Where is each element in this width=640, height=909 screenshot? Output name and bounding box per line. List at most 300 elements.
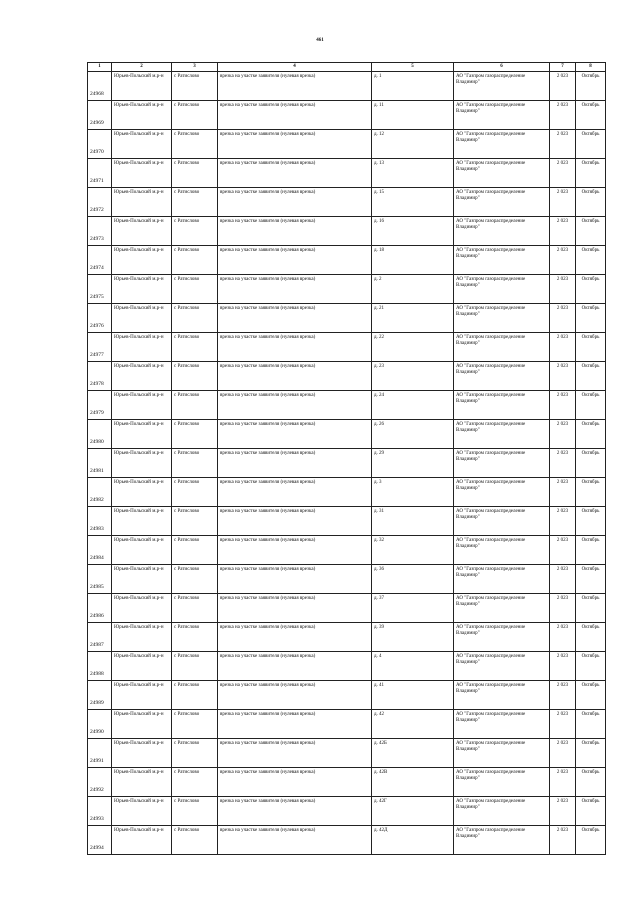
year-cell-text: 2 023: [556, 538, 569, 543]
district-cell-text: Юрьев-Польский м.р-н: [114, 538, 164, 543]
month-cell: [576, 275, 606, 304]
table-row: [88, 72, 606, 101]
settlement-cell-text: с Ратислово: [174, 480, 200, 485]
settlement-cell: [172, 623, 218, 652]
month-cell: [576, 768, 606, 797]
year-cell-text: 2 023: [556, 190, 569, 195]
settlement-cell: [172, 72, 218, 101]
table-row: [88, 681, 606, 710]
year-cell: [550, 333, 576, 362]
address-cell-text: д. 1: [374, 74, 382, 79]
month-cell-text: Октябрь: [581, 741, 600, 746]
settlement-cell-text: с Ратислово: [174, 712, 200, 717]
year-cell: [550, 681, 576, 710]
district-cell-text: Юрьев-Польский м.р-н: [114, 306, 164, 311]
district-cell: [112, 159, 172, 188]
organization-cell: [454, 188, 550, 217]
month-cell: [576, 188, 606, 217]
month-cell: [576, 391, 606, 420]
month-cell-text: Октябрь: [581, 190, 600, 195]
settlement-cell-text: с Ратислово: [174, 683, 200, 688]
work-type-cell-text: врезка на участке заявителя (нулевая врезка): [220, 828, 316, 833]
settlement-cell: [172, 246, 218, 275]
month-cell-text: Октябрь: [581, 480, 600, 485]
work-type-cell-text: врезка на участке заявителя (нулевая врезка): [220, 654, 316, 659]
district-cell: [112, 565, 172, 594]
year-cell: [550, 507, 576, 536]
settlement-cell: [172, 739, 218, 768]
work-type-cell: [218, 681, 372, 710]
address-cell: [372, 188, 454, 217]
year-cell-text: 2 023: [556, 422, 569, 427]
work-type-cell-text: врезка на участке заявителя (нулевая врезка): [220, 799, 316, 804]
organization-cell-text: АО "Газпром газораспределение Владимир": [456, 103, 526, 114]
address-cell-text: д. 21: [374, 306, 385, 311]
settlement-cell-text: с Ратислово: [174, 306, 200, 311]
work-type-cell: [218, 797, 372, 826]
month-cell: [576, 826, 606, 855]
month-cell: [576, 159, 606, 188]
work-type-cell-text: врезка на участке заявителя (нулевая врезка): [220, 509, 316, 514]
district-cell: [112, 246, 172, 275]
organization-cell: [454, 739, 550, 768]
work-type-cell: [218, 130, 372, 159]
month-cell-text: Октябрь: [581, 248, 600, 253]
row-number: [88, 768, 112, 797]
month-cell-text: Октябрь: [581, 132, 600, 137]
table-row: [88, 188, 606, 217]
table-row: [88, 333, 606, 362]
year-cell: [550, 797, 576, 826]
year-cell-text: 2 023: [556, 103, 569, 108]
table-row: [88, 391, 606, 420]
settlement-cell: [172, 159, 218, 188]
organization-cell: [454, 536, 550, 565]
address-cell-text: д. 23: [374, 364, 385, 369]
year-cell-text: 2 023: [556, 480, 569, 485]
year-cell: [550, 275, 576, 304]
address-cell: [372, 507, 454, 536]
organization-cell-text: АО "Газпром газораспределение Владимир": [456, 480, 526, 491]
month-cell-text: Октябрь: [581, 364, 600, 369]
district-cell: [112, 304, 172, 333]
work-type-cell-text: врезка на участке заявителя (нулевая врезка): [220, 596, 316, 601]
district-cell: [112, 652, 172, 681]
organization-cell: [454, 768, 550, 797]
year-cell: [550, 536, 576, 565]
district-cell-text: Юрьев-Польский м.р-н: [114, 509, 164, 514]
address-cell-text: д. 13: [374, 161, 385, 166]
district-cell-text: Юрьев-Польский м.р-н: [114, 219, 164, 224]
row-number-text: 24994: [90, 845, 104, 851]
settlement-cell-text: с Ратислово: [174, 770, 200, 775]
row-number-text: 24985: [90, 584, 104, 590]
district-cell: [112, 72, 172, 101]
work-type-cell-text: врезка на участке заявителя (нулевая врезка): [220, 248, 316, 253]
district-cell: [112, 768, 172, 797]
table-row: [88, 768, 606, 797]
table-row: [88, 217, 606, 246]
address-cell: [372, 246, 454, 275]
address-cell: [372, 420, 454, 449]
district-cell: [112, 275, 172, 304]
year-cell: [550, 478, 576, 507]
year-cell-text: 2 023: [556, 712, 569, 717]
year-cell-text: 2 023: [556, 74, 569, 79]
work-type-cell: [218, 188, 372, 217]
month-cell: [576, 333, 606, 362]
work-type-cell: [218, 565, 372, 594]
address-cell: [372, 275, 454, 304]
settlement-cell-text: с Ратислово: [174, 741, 200, 746]
year-cell: [550, 304, 576, 333]
work-type-cell-text: врезка на участке заявителя (нулевая врезка): [220, 74, 316, 79]
table-row: [88, 246, 606, 275]
work-type-cell: [218, 420, 372, 449]
month-cell: [576, 246, 606, 275]
settlement-cell: [172, 101, 218, 130]
organization-cell: [454, 159, 550, 188]
month-cell: [576, 304, 606, 333]
year-cell: [550, 420, 576, 449]
address-cell: [372, 101, 454, 130]
row-number: [88, 449, 112, 478]
address-cell-text: д. 2: [374, 277, 382, 282]
settlement-cell-text: с Ратислово: [174, 393, 200, 398]
settlement-cell-text: с Ратислово: [174, 654, 200, 659]
address-cell: [372, 217, 454, 246]
year-cell: [550, 652, 576, 681]
year-cell-text: 2 023: [556, 625, 569, 630]
district-cell-text: Юрьев-Польский м.р-н: [114, 712, 164, 717]
district-cell: [112, 217, 172, 246]
organization-cell: [454, 449, 550, 478]
row-number-text: 24981: [90, 468, 104, 474]
organization-cell-text: АО "Газпром газораспределение Владимир": [456, 596, 526, 607]
organization-cell-text: АО "Газпром газораспределение Владимир": [456, 770, 526, 781]
address-cell: [372, 130, 454, 159]
address-cell: [372, 681, 454, 710]
address-cell: [372, 333, 454, 362]
settlement-cell-text: с Ратислово: [174, 451, 200, 456]
year-cell-text: 2 023: [556, 277, 569, 282]
organization-cell: [454, 565, 550, 594]
year-cell-text: 2 023: [556, 451, 569, 456]
row-number-text: 24977: [90, 352, 104, 358]
work-type-cell: [218, 333, 372, 362]
month-cell-text: Октябрь: [581, 277, 600, 282]
month-cell-text: Октябрь: [581, 306, 600, 311]
month-cell: [576, 739, 606, 768]
table-row: [88, 130, 606, 159]
row-number: [88, 652, 112, 681]
settlement-cell: [172, 362, 218, 391]
work-type-cell: [218, 739, 372, 768]
organization-cell-text: АО "Газпром газораспределение Владимир": [456, 422, 526, 433]
month-cell: [576, 449, 606, 478]
address-cell: [372, 826, 454, 855]
month-cell-text: Октябрь: [581, 654, 600, 659]
row-number-text: 24984: [90, 555, 104, 561]
row-number: [88, 623, 112, 652]
month-cell: [576, 710, 606, 739]
address-cell-text: д. 42: [374, 712, 385, 717]
address-cell-text: д. 36: [374, 567, 385, 572]
row-number: [88, 333, 112, 362]
work-type-cell: [218, 507, 372, 536]
address-cell-text: д. 39: [374, 625, 385, 630]
organization-cell: [454, 623, 550, 652]
work-type-cell: [218, 246, 372, 275]
settlement-cell-text: с Ратислово: [174, 248, 200, 253]
settlement-cell-text: с Ратислово: [174, 625, 200, 630]
row-number-text: 24974: [90, 265, 104, 271]
column-header: 8: [576, 63, 606, 72]
settlement-cell: [172, 594, 218, 623]
row-number: [88, 594, 112, 623]
settlement-cell: [172, 188, 218, 217]
district-cell-text: Юрьев-Польский м.р-н: [114, 393, 164, 398]
year-cell-text: 2 023: [556, 799, 569, 804]
district-cell-text: Юрьев-Польский м.р-н: [114, 828, 164, 833]
row-number: [88, 681, 112, 710]
address-cell: [372, 536, 454, 565]
work-type-cell: [218, 623, 372, 652]
settlement-cell: [172, 217, 218, 246]
district-cell: [112, 681, 172, 710]
month-cell-text: Октябрь: [581, 451, 600, 456]
district-cell-text: Юрьев-Польский м.р-н: [114, 277, 164, 282]
row-number: [88, 565, 112, 594]
organization-cell-text: АО "Газпром газораспределение Владимир": [456, 799, 526, 810]
district-cell-text: Юрьев-Польский м.р-н: [114, 683, 164, 688]
settlement-cell-text: с Ратислово: [174, 74, 200, 79]
work-type-cell-text: врезка на участке заявителя (нулевая врезка): [220, 364, 316, 369]
address-cell-text: д. 31: [374, 509, 385, 514]
district-cell: [112, 188, 172, 217]
settlement-cell-text: с Ратислово: [174, 567, 200, 572]
address-cell-text: д. 42Г: [374, 799, 387, 804]
row-number: [88, 507, 112, 536]
organization-cell-text: АО "Газпром газораспределение Владимир": [456, 683, 526, 694]
row-number-text: 24992: [90, 787, 104, 793]
work-type-cell: [218, 536, 372, 565]
settlement-cell: [172, 652, 218, 681]
settlement-cell-text: с Ратислово: [174, 277, 200, 282]
organization-cell: [454, 391, 550, 420]
address-cell: [372, 391, 454, 420]
district-cell: [112, 478, 172, 507]
row-number-text: 24969: [90, 120, 104, 126]
settlement-cell-text: с Ратислово: [174, 509, 200, 514]
row-number: [88, 826, 112, 855]
settlement-cell: [172, 449, 218, 478]
district-cell: [112, 449, 172, 478]
month-cell-text: Октябрь: [581, 625, 600, 630]
row-number-text: 24982: [90, 497, 104, 503]
work-type-cell-text: врезка на участке заявителя (нулевая врезка): [220, 335, 316, 340]
district-cell: [112, 507, 172, 536]
organization-cell-text: АО "Газпром газораспределение Владимир": [456, 828, 526, 839]
month-cell-text: Октябрь: [581, 219, 600, 224]
table-row: [88, 739, 606, 768]
row-number-text: 24978: [90, 381, 104, 387]
address-cell-text: д. 24: [374, 393, 385, 398]
year-cell: [550, 188, 576, 217]
month-cell: [576, 420, 606, 449]
district-cell: [112, 594, 172, 623]
settlement-cell: [172, 275, 218, 304]
column-header: 3: [172, 63, 218, 72]
work-type-cell: [218, 710, 372, 739]
year-cell: [550, 217, 576, 246]
district-cell: [112, 623, 172, 652]
address-cell-text: д. 29: [374, 451, 385, 456]
year-cell: [550, 130, 576, 159]
organization-cell-text: АО "Газпром газораспределение Владимир": [456, 219, 526, 230]
settlement-cell-text: с Ратислово: [174, 132, 200, 137]
district-cell: [112, 797, 172, 826]
row-number-text: 24972: [90, 207, 104, 213]
address-cell-text: д. 37: [374, 596, 385, 601]
month-cell: [576, 565, 606, 594]
year-cell-text: 2 023: [556, 509, 569, 514]
year-cell: [550, 623, 576, 652]
settlement-cell: [172, 681, 218, 710]
settlement-cell-text: с Ратислово: [174, 161, 200, 166]
work-type-cell-text: врезка на участке заявителя (нулевая врезка): [220, 451, 316, 456]
organization-cell: [454, 275, 550, 304]
year-cell: [550, 362, 576, 391]
organization-cell-text: АО "Газпром газораспределение Владимир": [456, 451, 526, 462]
month-cell-text: Октябрь: [581, 828, 600, 833]
organization-cell: [454, 507, 550, 536]
month-cell-text: Октябрь: [581, 422, 600, 427]
month-cell-text: Октябрь: [581, 161, 600, 166]
address-cell-text: д. 11: [374, 103, 384, 108]
district-cell-text: Юрьев-Польский м.р-н: [114, 248, 164, 253]
address-cell: [372, 710, 454, 739]
table-body: [88, 72, 606, 855]
address-cell-text: д. 32: [374, 538, 385, 543]
month-cell: [576, 536, 606, 565]
year-cell-text: 2 023: [556, 393, 569, 398]
organization-cell: [454, 130, 550, 159]
table-row: [88, 536, 606, 565]
address-cell: [372, 623, 454, 652]
address-cell-text: д. 22: [374, 335, 385, 340]
month-cell: [576, 130, 606, 159]
organization-cell-text: АО "Газпром газораспределение Владимир": [456, 625, 526, 636]
address-cell: [372, 797, 454, 826]
district-cell: [112, 536, 172, 565]
row-number: [88, 246, 112, 275]
address-cell-text: д. 26: [374, 422, 385, 427]
row-number-text: 24993: [90, 816, 104, 822]
settlement-cell-text: с Ратислово: [174, 335, 200, 340]
settlement-cell: [172, 478, 218, 507]
district-cell: [112, 130, 172, 159]
organization-cell-text: АО "Газпром газораспределение Владимир": [456, 161, 526, 172]
district-cell: [112, 391, 172, 420]
work-type-cell: [218, 594, 372, 623]
year-cell: [550, 449, 576, 478]
settlement-cell: [172, 826, 218, 855]
district-cell-text: Юрьев-Польский м.р-н: [114, 422, 164, 427]
month-cell: [576, 594, 606, 623]
row-number: [88, 159, 112, 188]
row-number-text: 24970: [90, 149, 104, 155]
year-cell-text: 2 023: [556, 654, 569, 659]
work-type-cell-text: врезка на участке заявителя (нулевая врезка): [220, 190, 316, 195]
year-cell: [550, 159, 576, 188]
table-row: [88, 101, 606, 130]
organization-cell-text: АО "Газпром газораспределение Владимир": [456, 277, 526, 288]
work-type-cell: [218, 449, 372, 478]
year-cell-text: 2 023: [556, 364, 569, 369]
organization-cell-text: АО "Газпром газораспределение Владимир": [456, 712, 526, 723]
year-cell-text: 2 023: [556, 219, 569, 224]
organization-cell-text: АО "Газпром газораспределение Владимир": [456, 538, 526, 549]
year-cell: [550, 72, 576, 101]
month-cell-text: Октябрь: [581, 683, 600, 688]
column-header: 4: [218, 63, 372, 72]
address-cell-text: д. 42В: [374, 770, 388, 775]
row-number: [88, 478, 112, 507]
month-cell-text: Октябрь: [581, 335, 600, 340]
row-number-text: 24991: [90, 758, 104, 764]
settlement-cell: [172, 333, 218, 362]
year-cell-text: 2 023: [556, 132, 569, 137]
settlement-cell-text: с Ратислово: [174, 538, 200, 543]
table-row: [88, 797, 606, 826]
table-row: [88, 507, 606, 536]
row-number: [88, 304, 112, 333]
year-cell-text: 2 023: [556, 741, 569, 746]
row-number: [88, 739, 112, 768]
organization-cell-text: АО "Газпром газораспределение Владимир": [456, 654, 526, 665]
month-cell: [576, 507, 606, 536]
month-cell: [576, 623, 606, 652]
month-cell: [576, 72, 606, 101]
month-cell-text: Октябрь: [581, 712, 600, 717]
settlement-cell-text: с Ратислово: [174, 596, 200, 601]
district-cell-text: Юрьев-Польский м.р-н: [114, 625, 164, 630]
work-type-cell-text: врезка на участке заявителя (нулевая врезка): [220, 277, 316, 282]
row-number-text: 24986: [90, 613, 104, 619]
month-cell-text: Октябрь: [581, 393, 600, 398]
row-number-text: 24990: [90, 729, 104, 735]
organization-cell: [454, 246, 550, 275]
work-type-cell-text: врезка на участке заявителя (нулевая врезка): [220, 770, 316, 775]
row-number: [88, 188, 112, 217]
row-number-text: 24983: [90, 526, 104, 532]
organization-cell: [454, 594, 550, 623]
address-cell: [372, 304, 454, 333]
district-cell: [112, 739, 172, 768]
work-type-cell-text: врезка на участке заявителя (нулевая врезка): [220, 393, 316, 398]
address-cell-text: д. 4: [374, 654, 382, 659]
address-cell-text: д. 18: [374, 248, 385, 253]
work-type-cell-text: врезка на участке заявителя (нулевая врезка): [220, 103, 316, 108]
address-cell-text: д. 3: [374, 480, 382, 485]
organization-cell: [454, 101, 550, 130]
column-header: 2: [112, 63, 172, 72]
work-type-cell-text: врезка на участке заявителя (нулевая врезка): [220, 741, 316, 746]
column-header: 6: [454, 63, 550, 72]
month-cell: [576, 362, 606, 391]
settlement-cell-text: с Ратислово: [174, 364, 200, 369]
